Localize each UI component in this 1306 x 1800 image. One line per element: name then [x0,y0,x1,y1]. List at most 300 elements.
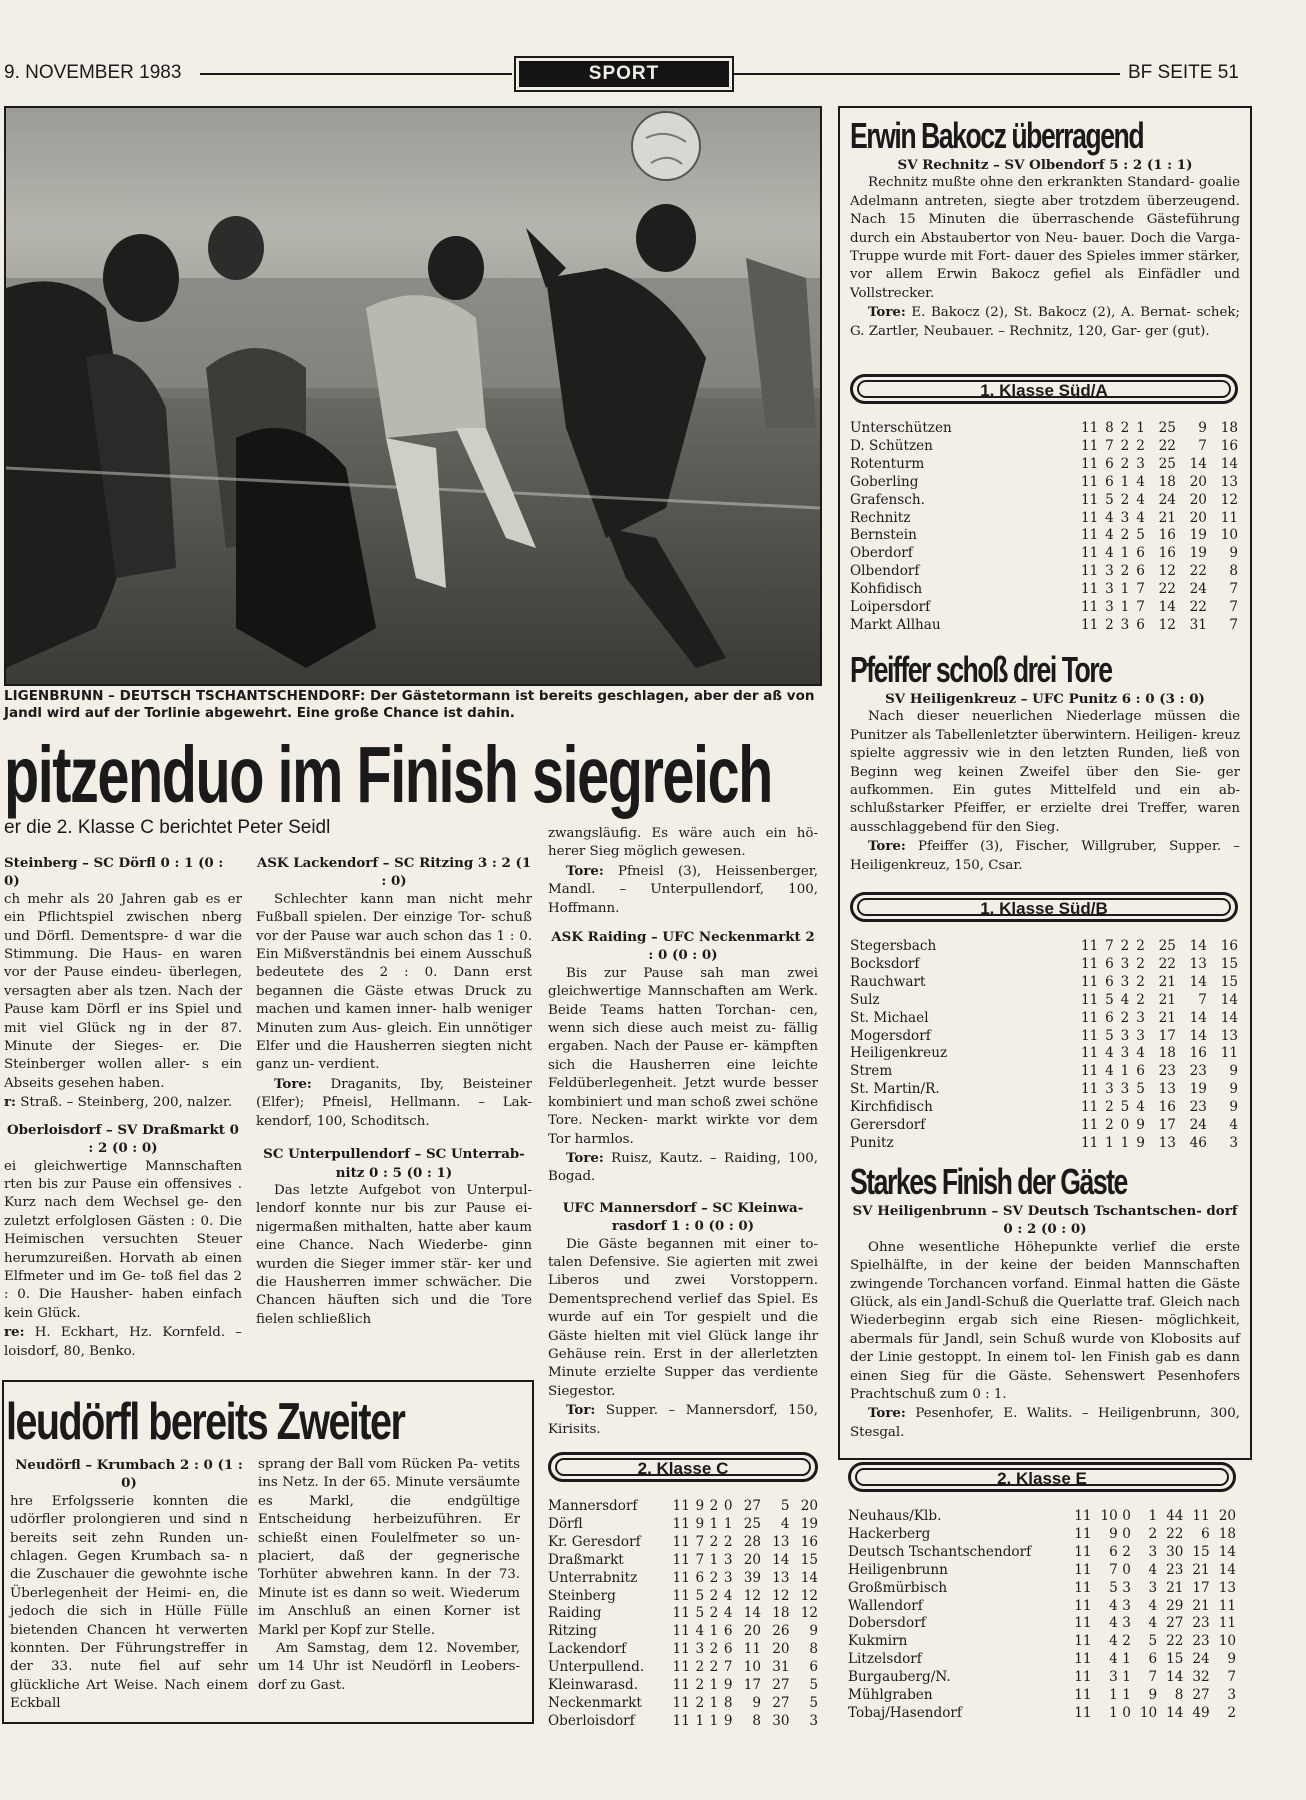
table-title-klasse-c [548,1452,818,1482]
stat-cell: 2 [1227,1704,1236,1721]
stat-cell: 3 [1105,1081,1114,1098]
stat-cell: 5 [1105,491,1114,508]
stat-cell: 2 [1105,1099,1114,1116]
stat-cell: 6 [1136,563,1145,580]
neudoerfl-column-2 [258,1456,520,1695]
team-name: Punitz [850,1134,894,1151]
stat-cell: 26 [772,1623,790,1640]
team-name: Goberling [850,473,919,490]
stat-cell: 7 [1109,1561,1118,1578]
stat-cell: 11 [1080,1027,1099,1044]
stat-cell: 9 [1229,545,1238,562]
stat-cell: 6 [1136,545,1145,562]
stat-cell: 9 [1229,1063,1238,1080]
issue-date: 9. NOVEMBER 1983 [4,62,182,83]
goals-text: E. Bakocz (2), St. Bakocz (2), A. Bernat- schek; G. Zartler, Neubauer. – Rechnitz, 120, Gar- ger (gut). [850,305,1240,339]
stat-cell: 3 [1105,581,1114,598]
table-title-text: 2. Klasse E [855,1468,1229,1486]
section-label: SPORT [519,61,729,87]
stat-cell: 7 [1148,1669,1158,1686]
stat-cell: 18 [1158,1045,1176,1062]
right-column-box [838,106,1252,1460]
team-name: Rauchwart [850,973,926,990]
stat-cell: 2 [709,1641,719,1658]
stat-cell: 6 [1105,473,1114,490]
table-row [850,1135,1238,1153]
match-header: Oberloisdorf – SV Draßmarkt 0 : 2 (0 : 0) [7,1121,239,1157]
main-headline: pitzenduo im Finish siegreich [4,730,772,819]
table-row [548,1552,818,1570]
stat-cell: 3 [1136,1009,1145,1026]
team-name: Raiding [548,1605,602,1622]
table-row [548,1659,818,1677]
stat-cell: 14 [1189,1009,1207,1026]
stat-cell: 11 [672,1605,690,1622]
stat-cell: 3 [695,1641,705,1658]
table-row [850,1081,1238,1099]
stat-cell: 3 [1148,1543,1158,1560]
stat-cell: 4 [1136,509,1145,526]
header-rule-left [200,73,512,75]
stat-cell: 11 [1080,563,1099,580]
stat-cell: 9 [1109,1525,1118,1542]
table-row [850,1117,1238,1135]
stat-cell: 2 [1136,437,1145,454]
stat-cell: 6 [1136,1063,1145,1080]
table-row [548,1605,818,1623]
article-column-2 [256,854,532,1329]
stat-cell: 16 [1158,1099,1176,1116]
bakocz-article [850,156,1240,341]
stat-cell: 27 [772,1677,790,1694]
stat-cell: 1 [1120,473,1130,490]
stat-cell: 1 [1148,1508,1158,1524]
goals-label: re: [4,1324,25,1341]
match-header: SV Heiligenbrunn – SV Deutsch Tschantschen- dorf 0 : 2 (0 : 0) [852,1203,1238,1238]
stat-cell: 2 [1120,491,1130,508]
stat-cell: 18 [1218,1525,1236,1542]
team-name: Unterschützen [850,420,952,436]
stat-cell: 12 [800,1587,818,1604]
match-header: Steinberg – SC Dörfl 0 : 1 (0 : 0) [4,855,224,890]
stat-cell: 4 [1229,1117,1238,1134]
stat-cell: 13 [1158,1081,1176,1098]
byline: er die 2. Klasse C berichtet Peter Seidl [4,817,331,838]
team-name: Draßmarkt [548,1551,624,1568]
stat-cell: 2 [695,1694,705,1711]
team-name: Unterrabnitz [548,1569,638,1586]
goals-text: H. Eckhart, Hz. Kornfeld. – loisdorf, 80, Benko. [4,1325,242,1359]
stat-cell: 5 [695,1587,705,1604]
stat-cell: 4 [1136,1045,1145,1062]
stat-cell: 22 [1158,437,1176,454]
stat-cell: 11 [672,1694,690,1711]
team-name: Deutsch Tschantschendorf [848,1543,1032,1560]
stat-cell: 13 [1220,1027,1238,1044]
match-report: hre Erfolgsserie konnten die udörfler prolongieren und sind n bereits seit zehn Runden un- chlagen. Gegen Krumbach sa- n die Zuschauer die gewohnte ische Überlegenheit der Heimi- en, die jedoch die sich in Hülle Fülle bietenden Chancen ht verwerten konnten. Der Führungstreffer in der 33. nute fiel auf sehr glückliche Art Weise. Nach einem Eckball [10,1493,248,1712]
stat-cell: 20 [743,1623,762,1640]
stat-cell: 13 [1189,955,1207,972]
stat-cell: 1 [695,1712,705,1729]
stat-cell: 11 [1074,1651,1092,1668]
stat-cell: 3 [1120,955,1130,972]
stat-cell: 12 [1158,616,1176,633]
stat-cell: 46 [1189,1134,1207,1151]
stat-cell: 21 [1158,1009,1176,1026]
stat-cell: 1 [1105,1134,1114,1151]
stat-cell: 3 [723,1551,733,1568]
stat-cell: 13 [772,1569,790,1586]
goals-label: Tore: [566,862,604,879]
starkes-article [850,1202,1240,1442]
table-title-text: 1. Klasse Süd/B [857,898,1231,916]
stat-cell: 3 [1229,1134,1238,1151]
stat-cell: 6 [1105,455,1114,472]
stat-cell: 2 [1148,1525,1158,1542]
stat-cell: 11 [1080,1045,1099,1062]
stat-cell: 2 [695,1677,705,1694]
table-row [850,1099,1238,1117]
stat-cell: 20 [1189,509,1207,526]
stat-cell: 20 [800,1498,818,1514]
team-name: Bocksdorf [850,955,920,972]
stat-cell: 18 [1158,473,1176,490]
stat-cell: 49 [1192,1704,1210,1721]
photo-caption: LIGENBRUNN – DEUTSCH TSCHANTSCHENDORF: Der Gästetormann ist bereits geschlagen, aber der aß von Jandl wird auf der Torlinie abgewehrt. Eine große Chance ist dahin. [4,688,815,721]
table-row [850,474,1238,492]
stat-cell: 9 [695,1498,705,1514]
stat-cell: 4 [695,1623,705,1640]
stat-cell: 1 [709,1677,719,1694]
stat-cell: 7 [723,1659,733,1676]
stat-cell: 22 [1166,1633,1184,1650]
stat-cell: 20 [1189,491,1207,508]
stat-cell: 14 [1158,599,1176,616]
table-row [848,1580,1236,1598]
stat-cell: 2 [709,1587,719,1604]
stat-cell: 4 [1105,527,1114,544]
stat-cell: 3 [723,1569,733,1586]
stat-cell: 2 [1120,1009,1130,1026]
stat-cell: 19 [1189,1081,1207,1098]
team-name: Rotenturm [850,455,925,472]
team-name: Oberloisdorf [548,1712,635,1729]
stat-cell: 9 [723,1712,733,1729]
stat-cell: 30 [772,1712,790,1729]
team-name: Gerersdorf [850,1117,926,1134]
stat-cell: 28 [743,1533,762,1550]
stat-cell: 24 [1158,491,1176,508]
goals-text: Pfneisl (3), Heissenberger, Mandl. – Unterpullendorf, 100, Hoffmann. [548,863,818,916]
stat-cell: 23 [1192,1615,1210,1632]
stat-cell: 8 [1105,420,1114,436]
stat-cell: 24 [1192,1651,1210,1668]
stat-cell: 16 [1220,437,1238,454]
stat-cell: 11 [672,1641,690,1658]
stat-cell: 6 [809,1659,818,1676]
table-row [548,1570,818,1588]
stat-cell: 7 [1105,938,1114,954]
stat-cell: 2 [1122,1543,1131,1560]
stat-cell: 9 [1148,1687,1158,1704]
team-name: Neuhaus/Klb. [848,1508,942,1524]
stat-cell: 4 [1136,473,1145,490]
team-name: Heiligenkreuz [850,1045,948,1062]
stat-cell: 19 [1189,527,1207,544]
stat-cell: 3 [1122,1579,1131,1596]
stat-cell: 8 [1174,1687,1184,1704]
goals-label: Tore: [274,1075,312,1092]
team-name: Unterpullend. [548,1659,645,1676]
match-report: Am Samstag, dem 12. November, um 14 Uhr ist Neudörfl in Leobers- dorf zu Gast. [258,1641,520,1693]
stat-cell: 10 [743,1659,762,1676]
stat-cell: 6 [1109,1543,1118,1560]
stat-cell: 14 [743,1605,762,1622]
stat-cell: 8 [723,1694,733,1711]
stat-cell: 11 [743,1641,762,1658]
stat-cell: 7 [695,1533,705,1550]
table-row [850,992,1238,1010]
stat-cell: 1 [709,1515,719,1532]
stat-cell: 15 [1220,973,1238,990]
table-row [848,1526,1236,1544]
goals-label: Tor: [566,1402,596,1419]
stat-cell: 27 [743,1498,762,1514]
stat-cell: 25 [1158,938,1176,954]
team-name: Burgauberg/N. [848,1669,951,1686]
team-name: Großmürbisch [848,1579,948,1596]
stat-cell: 15 [1220,955,1238,972]
stat-cell: 2 [709,1498,719,1514]
match-report: Rechnitz mußte ohne den erkrankten Standard- goalie Adelmann antreten, siegte aber trotzdem überzeugend. Nach 15 Minuten die überraschende Gästeführung durch ein Abstaubertor von Neu- bauer. Doch die Varga-Truppe wurde mit Fort- dauer des Spieles immer stärker, vor allem Erwin Bakocz gefiel als Einfädler und Vollstrecker. [850,175,1240,301]
stat-cell: 22 [1189,563,1207,580]
stat-cell: 32 [1192,1669,1210,1686]
stat-cell: 5 [1136,1081,1145,1098]
stat-cell: 4 [1105,509,1114,526]
team-name: Rechnitz [850,509,911,526]
stat-cell: 2 [1120,437,1130,454]
stat-cell: 9 [1227,1651,1236,1668]
team-name: Sulz [850,991,880,1008]
stat-cell: 3 [1120,509,1130,526]
table-row [850,581,1238,599]
goals-text: Supper. – Mannersdorf, 150, Kirisits. [548,1403,818,1437]
stat-cell: 13 [1220,473,1238,490]
standings-table-sued-a [850,420,1238,635]
stat-cell: 18 [1220,420,1238,436]
standings-table-klasse-c [548,1498,818,1731]
goals-text: Pfeiffer (3), Fischer, Willgruber, Supper. – Heiligenkreuz, 150, Csar. [850,839,1240,873]
stat-cell: 11 [1218,1597,1236,1614]
stat-cell: 4 [1136,491,1145,508]
goals-label: Tore: [566,1149,604,1166]
stat-cell: 11 [1074,1704,1092,1721]
stat-cell: 6 [695,1569,705,1586]
stat-cell: 7 [1229,599,1238,616]
team-name: Stegersbach [850,938,937,954]
section-label-box [514,56,734,92]
team-name: Mühlgraben [848,1687,933,1704]
team-name: Kohfidisch [850,581,923,598]
table-row [548,1498,818,1516]
stat-cell: 12 [800,1605,818,1622]
stat-cell: 24 [1189,1117,1207,1134]
stat-cell: 9 [1136,1117,1145,1134]
stat-cell: 1 [709,1551,719,1568]
stat-cell: 0 [1122,1525,1131,1542]
stat-cell: 0 [1122,1704,1131,1721]
table-row [548,1588,818,1606]
team-name: Kirchfidisch [850,1099,933,1116]
stat-cell: 9 [723,1677,733,1694]
table-row [850,527,1238,545]
stat-cell: 16 [1189,1045,1207,1062]
stat-cell: 5 [1109,1579,1118,1596]
team-name: Grafensch. [850,491,925,508]
stat-cell: 23 [1166,1561,1184,1578]
stat-cell: 4 [1105,1063,1114,1080]
stat-cell: 2 [1105,1117,1114,1134]
stat-cell: 3 [1105,563,1114,580]
table-row [850,599,1238,617]
stat-cell: 11 [1074,1525,1092,1542]
stat-cell: 7 [1136,599,1145,616]
stat-cell: 4 [1109,1597,1118,1614]
table-title-sued-a [850,374,1238,404]
team-name: Kr. Geresdorf [548,1533,641,1550]
stat-cell: 11 [1220,1045,1238,1062]
stat-cell: 11 [1074,1633,1092,1650]
standings-table-sued-b [850,938,1238,1153]
team-name: Kleinwarasd. [548,1677,638,1694]
team-name: St. Martin/R. [850,1081,940,1098]
match-header: UFC Mannersdorf – SC Kleinwa- rasdorf 1 : 0 (0 : 0) [562,1199,804,1235]
stat-cell: 6 [1201,1525,1210,1542]
stat-cell: 6 [1105,955,1114,972]
table-row [848,1669,1236,1687]
match-report: Die Gäste begannen mit einer to- talen Defensive. Sie agierten mit zwei Liberos und zwei Vorstoppern. Dementsprechend verlief das Spiel. Es wurde auf ein Tor gespielt und die Gäste hielten mit viel Glück lange ihr Gehäuse rein. Erst in der allerletzten Minute erzielte Supper das verdiente Siegestor. [548,1236,818,1399]
stat-cell: 11 [1080,420,1099,436]
stat-cell: 1 [1136,420,1145,436]
stat-cell: 8 [752,1712,762,1729]
stat-cell: 9 [1136,1134,1145,1151]
team-name: Neckenmarkt [548,1694,642,1711]
stat-cell: 1 [709,1694,719,1711]
stat-cell: 4 [1148,1615,1158,1632]
table-row [548,1641,818,1659]
stat-cell: 1 [709,1712,719,1729]
match-report: ch mehr als 20 Jahren gab es er ein Pflichtspiel zwischen nberg und Dörfl. Dementspre- d war die Stimmung. Die Haus- en waren vor der Pause eindeu- überlegen, versagten aber als tzen. Nach der Pause kam Dörfl er ins Spiel und mit viel Glück ng in der 87. Minute der Sieges- er. Die Steinberger wollen aller- s ein Abseits gesehen haben. [4,891,242,1091]
match-report: zwangsläufig. Es wäre auch ein hö- herer Sieg möglich gewesen. [548,826,818,860]
stat-cell: 4 [1148,1597,1158,1614]
stat-cell: 0 [1122,1508,1131,1524]
stat-cell: 12 [1220,491,1238,508]
stat-cell: 5 [780,1498,790,1514]
goals-text: Pesenhofer, E. Walits. – Heiligenbrunn, 300, Stesgal. [850,1406,1240,1440]
table-row [850,1045,1238,1063]
stat-cell: 23 [1189,1063,1207,1080]
stat-cell: 7 [1198,991,1207,1008]
stat-cell: 20 [772,1641,790,1658]
stat-cell: 31 [772,1659,790,1676]
stat-cell: 7 [1136,581,1145,598]
stat-cell: 1 [1122,1687,1131,1704]
stat-cell: 2 [1136,991,1145,1008]
stat-cell: 21 [1192,1561,1210,1578]
table-row [850,438,1238,456]
stat-cell: 11 [1080,1134,1099,1151]
stat-cell: 23 [1158,1063,1176,1080]
stat-cell: 21 [1158,991,1176,1008]
goals-label: Tore: [868,1405,906,1422]
stat-cell: 4 [780,1515,790,1532]
stat-cell: 23 [1192,1633,1210,1650]
stat-cell: 25 [743,1515,762,1532]
stat-cell: 10 [1218,1633,1236,1650]
stat-cell: 11 [1074,1579,1092,1596]
stat-cell: 14 [1218,1543,1236,1560]
stat-cell: 11 [672,1498,690,1514]
stat-cell: 14 [772,1551,790,1568]
stat-cell: 2 [709,1659,719,1676]
stat-cell: 2 [1136,955,1145,972]
stat-cell: 2 [1122,1633,1131,1650]
team-name: Oberdorf [850,545,913,562]
stat-cell: 11 [1074,1687,1092,1704]
stat-cell: 11 [672,1515,690,1532]
neudoerfl-column-1 [10,1456,248,1714]
stat-cell: 21 [1166,1579,1184,1596]
stat-cell: 1 [1120,581,1130,598]
team-name: Heiligenbrunn [848,1561,948,1578]
stat-cell: 7 [695,1551,705,1568]
stat-cell: 25 [1158,455,1176,472]
stat-cell: 11 [672,1569,690,1586]
stat-cell: 11 [1080,599,1099,616]
stat-cell: 11 [1074,1669,1092,1686]
stat-cell: 10 [1100,1508,1118,1524]
stat-cell: 11 [1080,545,1099,562]
table-row [848,1651,1236,1669]
table-row [850,510,1238,528]
team-name: Lackendorf [548,1641,627,1658]
stat-cell: 11 [1080,1009,1099,1026]
match-header: ASK Raiding – UFC Neckenmarkt 2 : 0 (0 : 0) [551,929,815,964]
stat-cell: 27 [772,1694,790,1711]
stat-cell: 3 [1120,1027,1130,1044]
stat-cell: 10 [1220,527,1238,544]
stat-cell: 9 [1198,420,1207,436]
table-row [548,1713,818,1731]
table-row [548,1677,818,1695]
stat-cell: 2 [1120,938,1130,954]
stat-cell: 27 [1166,1615,1184,1632]
stat-cell: 17 [1192,1579,1210,1596]
stat-cell: 3 [1122,1597,1131,1614]
stat-cell: 12 [743,1587,762,1604]
stat-cell: 9 [1229,1099,1238,1116]
stat-cell: 2 [1120,420,1130,436]
stat-cell: 23 [1189,1099,1207,1116]
stat-cell: 4 [1109,1633,1118,1650]
stat-cell: 17 [743,1677,762,1694]
stat-cell: 17 [1158,1117,1176,1134]
stat-cell: 4 [1120,991,1130,1008]
match-report: Bis zur Pause sah man zwei gleichwertige Mannschaften am Werk. Beide Teams hatten Torchan- cen, wenn sich diese auch meist zu- fällig ergaben. Nach der Pause er- kämpften sich die Hausherren eine leichte Feldüberlegenheit. Jetzt wurde besser kombiniert und man schoß zwei schöne Tore. Necken- markt wirkte vor dem Tor harmlos. [548,965,818,1147]
goals-text: Straß. – Steinberg, 200, nalzer. [20,1095,233,1111]
stat-cell: 29 [1166,1597,1184,1614]
stat-cell: 15 [1192,1543,1210,1560]
